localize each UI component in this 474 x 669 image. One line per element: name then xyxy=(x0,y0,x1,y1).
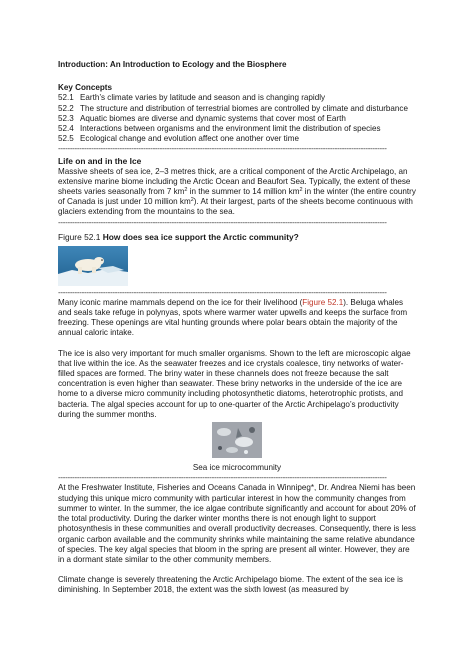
text-run: ). Beluga whales and seals take refuge in polynyas, spots where warmer water upwells and keeps the surface from freezing. These openings are vital hunting grounds where polar bears obtain the majority of the annual caloric intake. xyxy=(58,297,408,338)
concept-item xyxy=(58,93,416,103)
concept-item xyxy=(58,134,416,144)
text-run: in the summer to 14 million km xyxy=(187,187,300,197)
figure-caption xyxy=(58,232,416,242)
section-divider: ------------------------------------------------------------------------------------------------------------------------------------------- xyxy=(58,217,387,227)
superscript: 2 xyxy=(299,187,303,194)
superscript: 2 xyxy=(190,197,194,204)
marine-mammals-paragraph xyxy=(58,298,416,339)
document-title: Introduction: An Introduction to Ecology and the Biosphere xyxy=(58,60,287,69)
concept-item xyxy=(58,104,416,114)
concept-text: Ecological change and evolution affect one another over time xyxy=(80,134,299,144)
concept-number: 52.5 xyxy=(58,134,74,144)
key-concepts-heading: Key Concepts xyxy=(58,83,112,93)
microcommunity-caption: Sea ice microcommunity xyxy=(192,463,282,473)
text-run: ). At their largest, parts of the sheets become continuous with glaciers extending from the mountains to the sea. xyxy=(58,197,413,217)
concept-number: 52.3 xyxy=(58,113,74,123)
concept-item xyxy=(58,114,416,124)
figure-question: How does sea ice support the Arctic community? xyxy=(102,231,299,242)
concept-number: 52.4 xyxy=(58,124,74,134)
text-run: in the winter (the entire country of Canada is just under 10 million km xyxy=(58,187,416,207)
ice-organisms-paragraph: The ice is also very important for much smaller organisms. Shown to the left are microscopic algae that live within the ice. As the seawater freezes and ice crystals coalesce, tiny networks of water-filled spaces are formed. The briny water in these channels does not freeze because the salt concentration is even higher than seawater. These briny networks in the underside of the ice are home to a diverse micro community including photosynthetic diatoms, heterotrophic protists, and bacteria. The algal species account for up to one-quarter of the Arctic Archipelago’s productivity during the summer months. xyxy=(58,348,411,419)
section-heading: Life on and in the Ice xyxy=(58,156,142,167)
concept-item xyxy=(58,124,416,134)
institute-paragraph: At the Freshwater Institute, Fisheries and Oceans Canada in Winnipeg*, Dr. Andrea Niemi has been studying this unique micro community with particular interest in how the community changes from summer to winter. In the summer, the ice algae contribute significantly and account for about 20% of the total productivity. During the darker winter months there is not enough light to support photosynthesis in these communities and overall productivity decreases. Consequently, there is less organic carbon available and the community shrinks while maintaining the same relative abundance of species. The key algal species that bloom in the spring are present all winter. However, they are in a dormant state similar to the other community members. xyxy=(58,483,416,564)
concept-text: Interactions between organisms and the environment limit the distribution of species xyxy=(80,124,381,134)
concept-text: Aquatic biomes are diverse and dynamic systems that cover most of Earth xyxy=(80,113,346,123)
microcommunity-image xyxy=(212,422,262,458)
polar-bear-photo xyxy=(58,246,128,286)
climate-paragraph: Climate change is severely threatening the Arctic Archipelago biome. The extent of the sea ice is diminishing. In September 2018, the extent was the sixth lowest (as measured by xyxy=(58,575,403,595)
section-divider: ------------------------------------------------------------------------------------------------------------------------------------------- xyxy=(58,287,387,297)
figure-link[interactable]: Figure 52.1 xyxy=(302,297,344,307)
concept-text: Earth’s climate varies by latitude and season and is changing rapidly xyxy=(80,93,326,103)
life-paragraph xyxy=(58,167,416,218)
figure-label: Figure 52.1 xyxy=(58,231,103,242)
text-run: Many iconic marine mammals depend on the ice for their livelihood ( xyxy=(58,297,303,307)
concept-number: 52.1 xyxy=(58,93,74,103)
microcommunity-figure xyxy=(58,422,416,473)
section-divider: ------------------------------------------------------------------------------------------------------------------------------------------- xyxy=(58,473,387,483)
text-run: Massive sheets of sea ice, 2–3 metres thick, are a critical component of the Arctic Archipelago, an extensive marine biome including the Arctic Ocean and Beaufort Sea. Typically, the extent of these sheets varies seasonally from 7 km xyxy=(58,166,411,197)
key-concepts-list xyxy=(58,93,416,144)
section-divider: ------------------------------------------------------------------------------------------------------------------------------------------- xyxy=(58,144,387,154)
concept-text: The structure and distribution of terrestrial biomes are controlled by climate and disturbance xyxy=(80,103,408,113)
concept-number: 52.2 xyxy=(58,103,74,113)
superscript: 2 xyxy=(184,187,188,194)
